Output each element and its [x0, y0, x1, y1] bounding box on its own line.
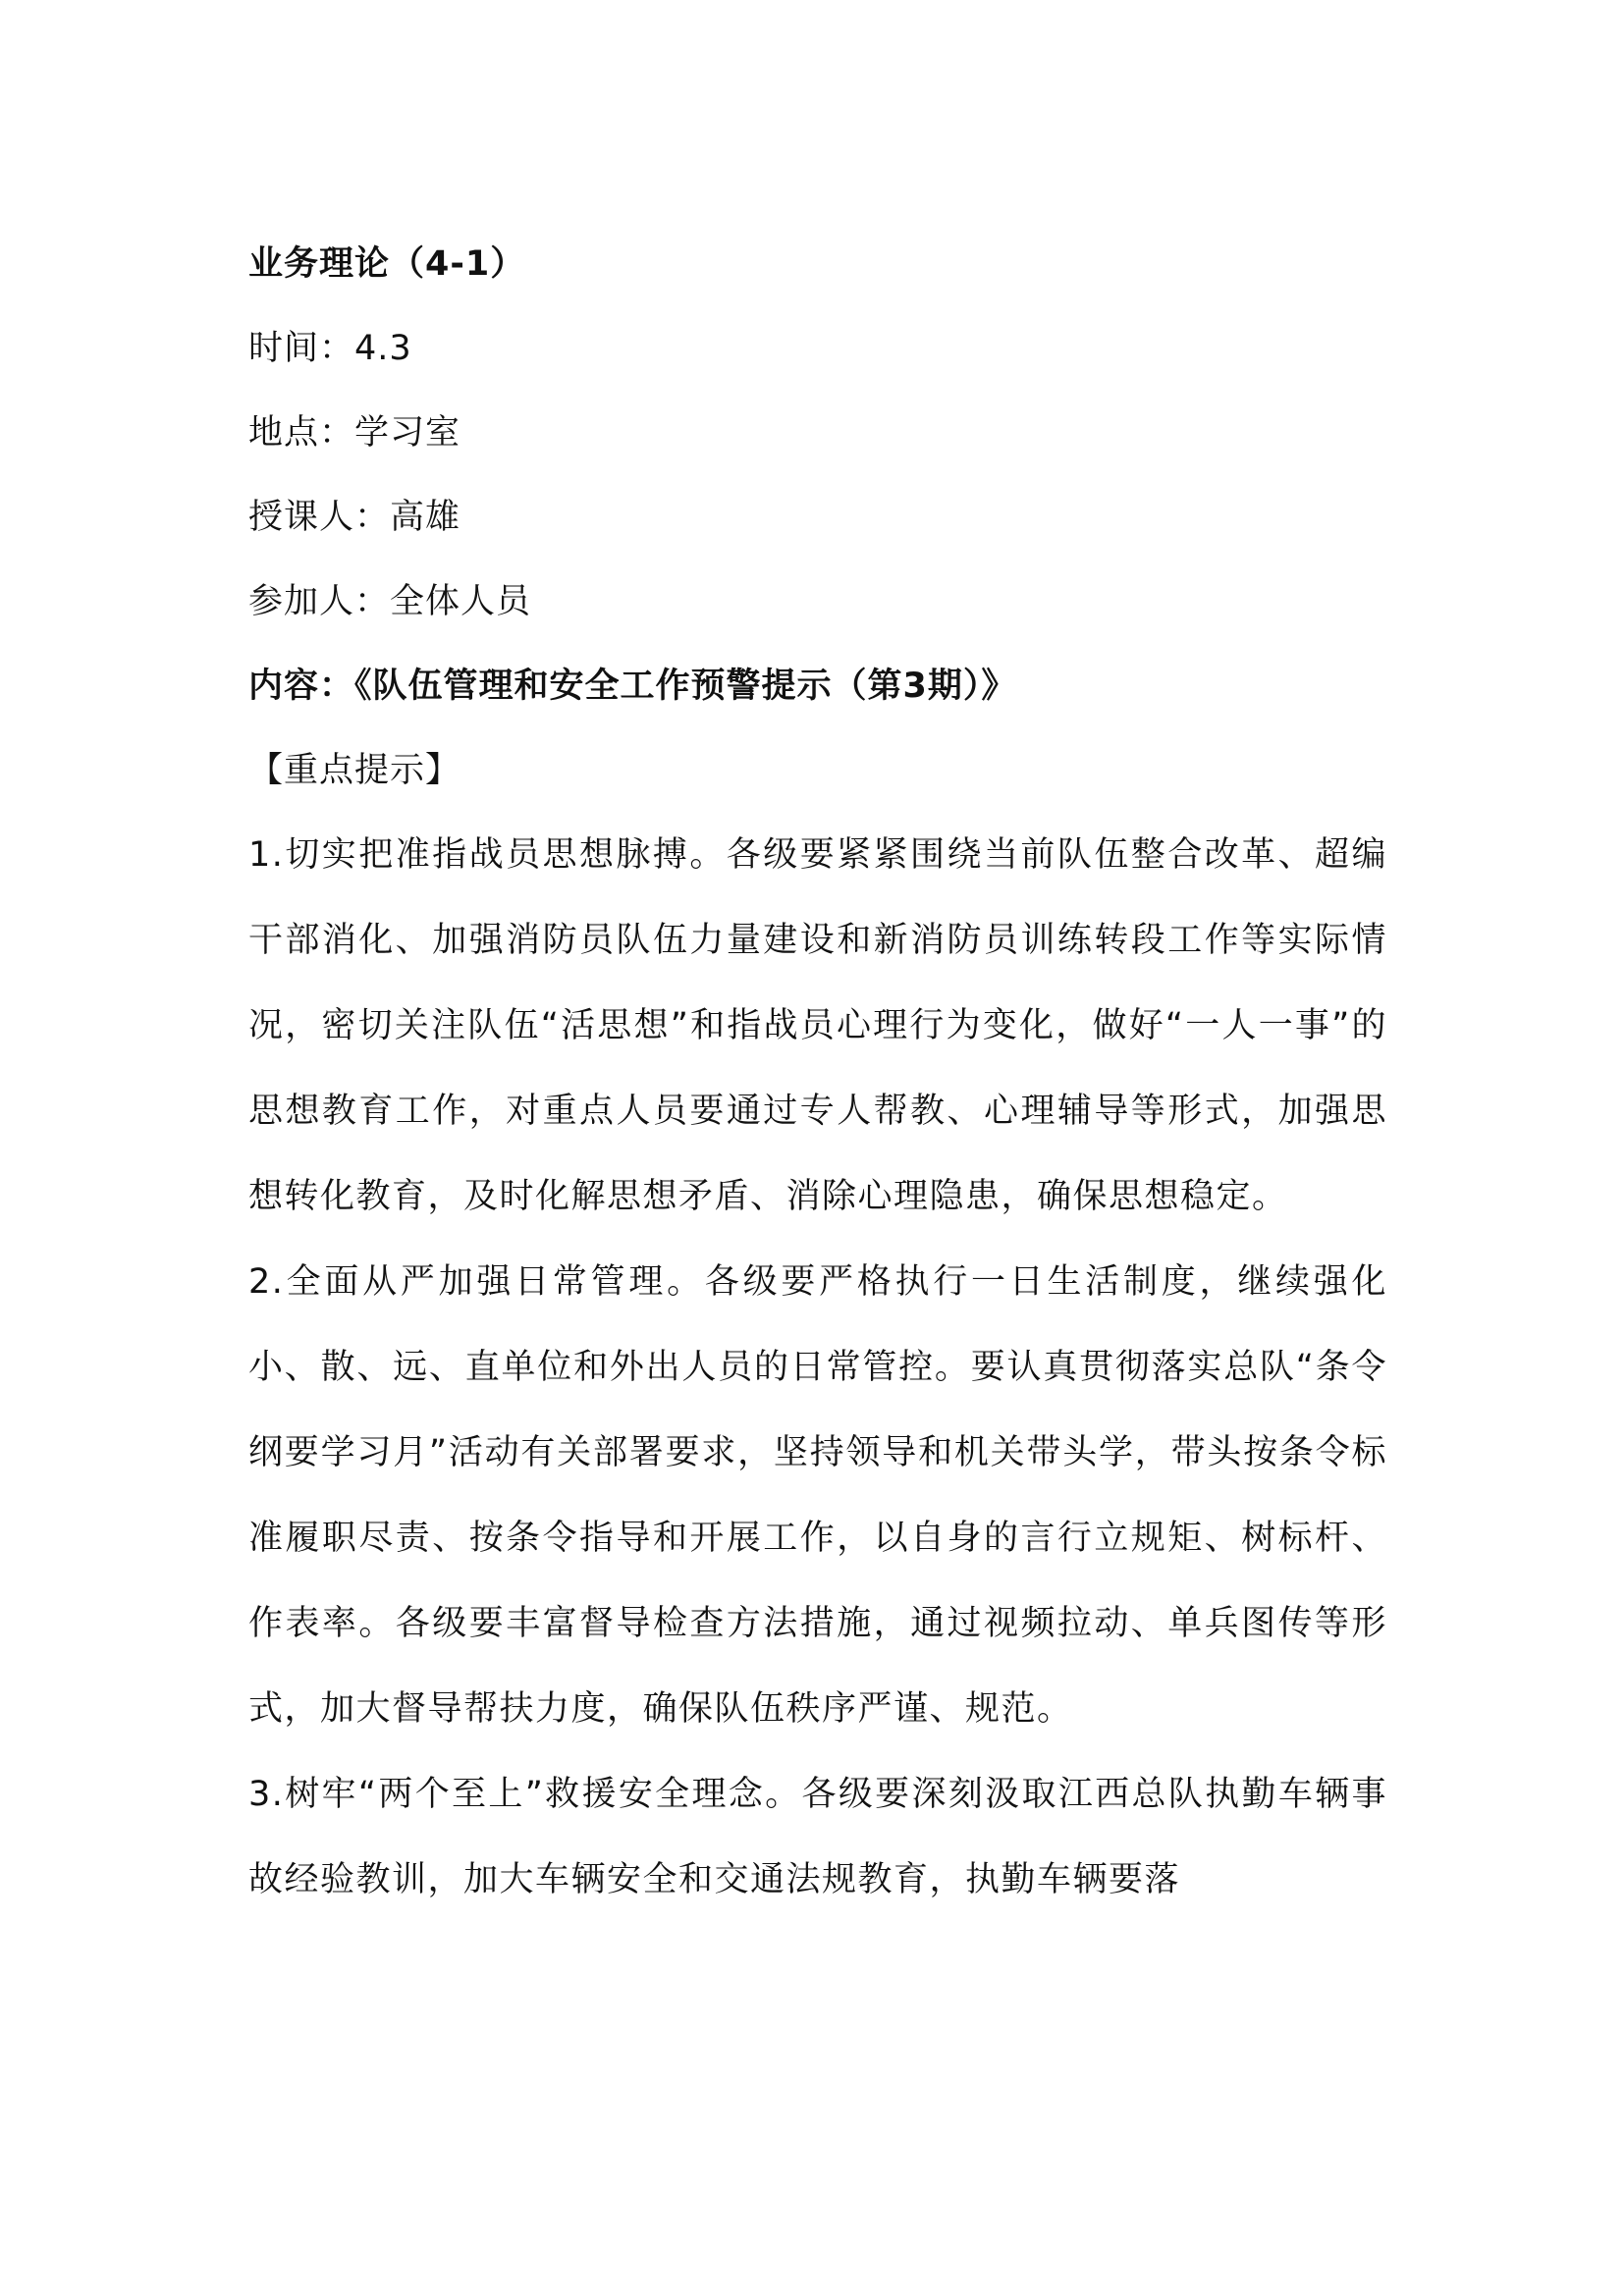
location-line: 地点：学习室 [248, 413, 461, 453]
document-title: 业务理论（4-1） [248, 244, 526, 284]
time-line: 时间：4.3 [248, 329, 412, 368]
participants-line: 参加人：全体人员 [248, 582, 532, 621]
document-body [248, 222, 1387, 1923]
content-title: 内容：《队伍管理和安全工作预警提示（第3期）》 [248, 667, 1017, 706]
paragraph-1: 1.切实把准指战员思想脉搏。各级要紧紧围绕当前队伍整合改革、超编干部消化、加强消防员队伍力量建设和新消防员训练转段工作等实际情况，密切关注队伍“活思想”和指战员心理行为变化，做好“一人一事”的思想教育工作，对重点人员要通过专人帮教、心理辅导等形式，加强思想转化教育，及时化解思想矛盾、消除心理隐患，确保思想稳定。 [248, 835, 1387, 1216]
paragraph-3: 3.树牢“两个至上”救援安全理念。各级要深刻汲取江西总队执勤车辆事故经验教训，加大车辆安全和交通法规教育，执勤车辆要落 [248, 1775, 1387, 1899]
section-heading: 【重点提示】 [248, 751, 461, 790]
lecturer-line: 授课人：高雄 [248, 498, 461, 537]
paragraph-2: 2.全面从严加强日常管理。各级要严格执行一日生活制度，继续强化小、散、远、直单位和外出人员的日常管控。要认真贯彻落实总队“条令纲要学习月”活动有关部署要求，坚持领导和机关带头学，带头按条令标准履职尽责、按条令指导和开展工作，以自身的言行立规矩、树标杆、作表率。各级要丰富督导检查方法措施，通过视频拉动、单兵图传等形式，加大督导帮扶力度，确保队伍秩序严谨、规范。 [248, 1262, 1387, 1729]
